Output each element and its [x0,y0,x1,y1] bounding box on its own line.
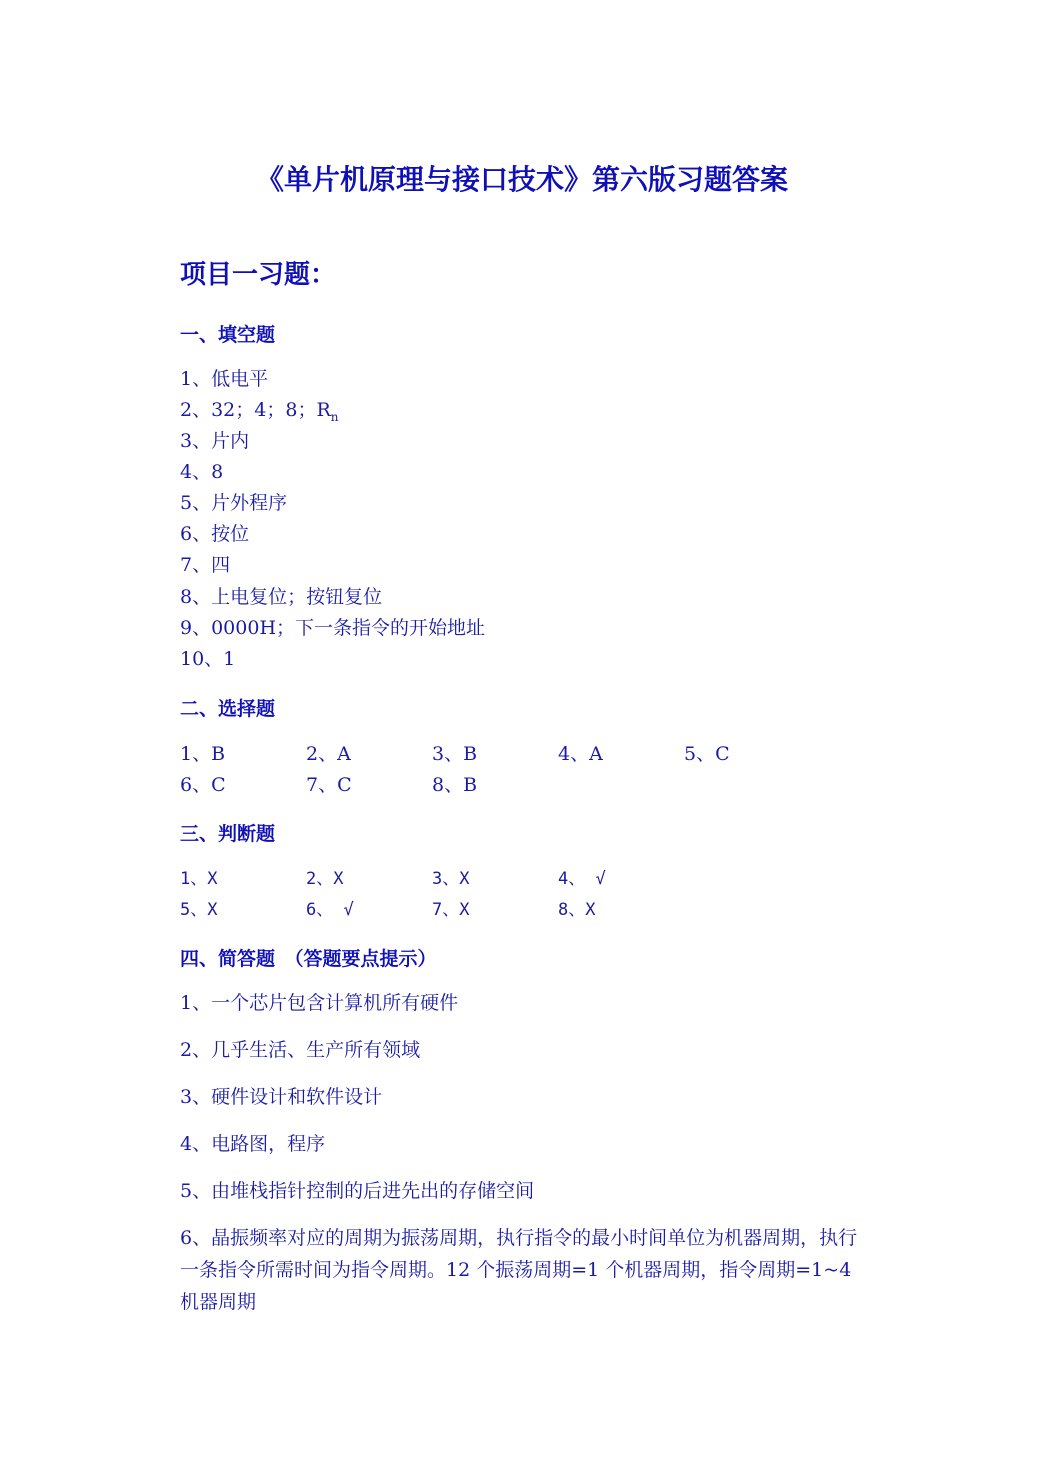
fill-blank-item: 4、8 [180,461,224,483]
judge-answer: 1、X [180,869,218,889]
judge-answer: 4、 √ [558,869,606,889]
judge-answer: 7、X [432,900,470,920]
judge-answer: 6、 √ [306,900,354,920]
choice-answer: 2、A [306,743,351,765]
subscript-n: n [330,409,339,424]
choice-answer: 4、A [558,743,603,765]
fill-blank-item: 7、四 [180,554,231,576]
short-answer-item-6: 6、晶振频率对应的周期为振荡周期，执行指令的最小时间单位为机器周期，执行一条指令所需时间为指令周期。12 个振荡周期=1 个机器周期，指令周期=1~4 机器周期 [180,1227,858,1313]
fill-blank-item: 10、1 [180,648,236,670]
project-heading: 项目一习题： [180,260,337,290]
judge-answer: 2、X [306,869,344,889]
judge-answer: 3、X [432,869,470,889]
short-answer-heading: 四、简答题 （答题要点提示） [180,948,437,970]
choice-heading: 二、选择题 [180,698,276,720]
fill-blank-item: 1、低电平 [180,368,269,390]
short-answer-item: 1、一个芯片包含计算机所有硬件 [180,992,459,1014]
short-answer-item: 5、由堆栈指针控制的后进先出的存储空间 [180,1180,535,1202]
short-answer-item: 3、硬件设计和软件设计 [180,1086,383,1108]
choice-answer: 7、C [306,774,352,796]
fill-blank-heading: 一、填空题 [180,324,276,346]
short-answer-item: 2、几乎生活、生产所有领域 [180,1039,421,1061]
fill-blank-item: 6、按位 [180,523,250,545]
fill-blank-item-text: 2、32；4；8；R [180,399,331,421]
choice-answer: 5、C [684,743,730,765]
judge-heading: 三、判断题 [180,823,276,845]
choice-answer: 6、C [180,774,226,796]
document-title: 《单片机原理与接口技术》第六版习题答案 [255,163,788,196]
fill-blank-item: 8、上电复位；按钮复位 [180,586,383,608]
fill-blank-item: 5、片外程序 [180,492,288,514]
fill-blank-item: 9、0000H；下一条指令的开始地址 [180,617,486,639]
choice-answer: 3、B [432,743,478,765]
judge-answer: 8、X [558,900,596,920]
choice-answer: 1、B [180,743,226,765]
choice-answer: 8、B [432,774,478,796]
fill-blank-item: 3、片内 [180,430,250,452]
short-answer-item: 4、电路图，程序 [180,1133,326,1155]
judge-answer: 5、X [180,900,218,920]
fill-blank-item [180,398,338,429]
